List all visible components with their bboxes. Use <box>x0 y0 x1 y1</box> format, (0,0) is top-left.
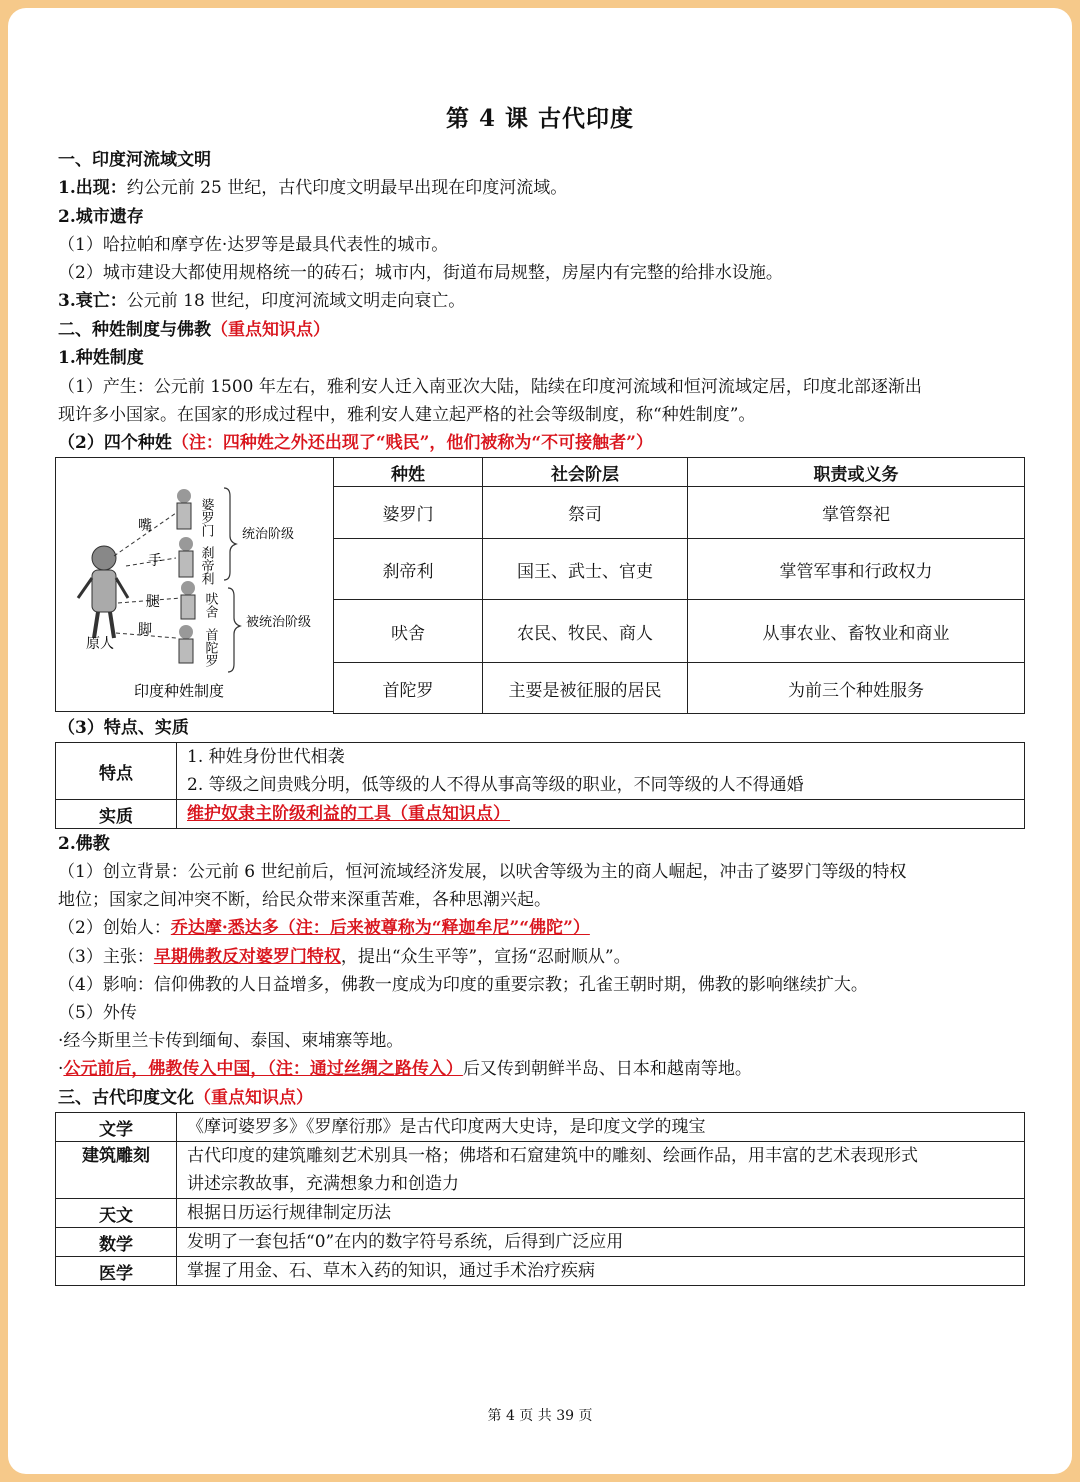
claim-rest-text: ，提出“众生平等”，宣扬“忍耐顺从”。 <box>340 947 631 967</box>
section-3-heading <box>58 1086 313 1110</box>
culture-text-line-2: 讲述宗教故事，充满想象力和创造力 <box>187 1174 459 1194</box>
table-row <box>56 1199 1025 1228</box>
header-duty: 职责或义务 <box>688 458 1025 487</box>
culture-text-multi <box>177 1142 1025 1199</box>
s1-remains-2: （2）城市建设大都使用规格统一的砖石；城市内，街道布局规整，房屋内有完整的给排水设施。 <box>58 263 783 283</box>
caste-origin-line-1: （1）产生：公元前 1500 年左右，雅利安人迁入南亚次大陆，陆续在印度河流域和恒河流域定居，印度北部逐渐出 <box>58 377 922 397</box>
caste-label-vaishya: 吠舍 <box>202 592 218 618</box>
claim-label: （3）主张： <box>58 947 154 967</box>
features-heading: （3）特点、实质 <box>58 718 189 738</box>
caste-name: 首陀罗 <box>334 663 483 714</box>
part-label-hand: 手 <box>148 553 162 569</box>
buddhism-spread-2 <box>58 1057 752 1081</box>
s1-remains-1: （1）哈拉帕和摩亨佐·达罗等是最具代表性的城市。 <box>58 235 449 255</box>
section-3-heading-text: 三、古代印度文化 <box>58 1088 194 1108</box>
table-row <box>55 600 1025 663</box>
s1-origin-label: 1.出现： <box>58 178 127 198</box>
s1-origin-paragraph <box>58 176 567 200</box>
culture-text-line-1: 古代印度的建筑雕刻艺术别具一格；佛塔和石窟建筑中的雕刻、绘画作品，用丰富的艺术表现形式 <box>187 1146 918 1166</box>
figure-caption: 印度种姓制度 <box>134 682 225 700</box>
four-castes-heading <box>58 431 653 455</box>
culture-text: 发明了一套包括“0”在内的数字符号系统，后得到广泛应用 <box>177 1228 1025 1257</box>
essence-text: 维护奴隶主阶级利益的工具（重点知识点） <box>187 804 510 824</box>
caste-table <box>55 457 1025 714</box>
culture-text: 根据日历运行规律制定历法 <box>177 1199 1025 1228</box>
table-row <box>56 743 1025 800</box>
caste-duty: 为前三个种姓服务 <box>688 663 1025 714</box>
caste-class: 国王、武士、官吏 <box>483 539 688 600</box>
s1-decline-text: 公元前 18 世纪，印度河流域文明走向衰亡。 <box>126 291 466 311</box>
table-row <box>55 539 1025 600</box>
buddhism-background-2: 地位；国家之间冲突不断，给民众带来深重苦难，各种思潮兴起。 <box>58 890 551 910</box>
ruling-class-label: 统治阶级 <box>242 527 295 542</box>
figure-spacer <box>55 487 334 539</box>
buddhism-spread-heading: （5）外传 <box>58 1003 137 1023</box>
essence-content <box>177 800 1025 829</box>
caste-class: 农民、牧民、商人 <box>483 600 688 663</box>
feature-item-1: 1. 种姓身份世代相袭 <box>187 747 345 767</box>
header-class: 社会阶层 <box>483 458 688 487</box>
caste-class: 主要是被征服的居民 <box>483 663 688 714</box>
caste-class: 祭司 <box>483 487 688 539</box>
culture-label: 医学 <box>56 1257 177 1286</box>
caste-duty: 从事农业、畜牧业和商业 <box>688 600 1025 663</box>
culture-label: 数学 <box>56 1228 177 1257</box>
figure-spacer <box>55 458 334 487</box>
founder-label: （2）创始人： <box>58 918 171 938</box>
buddhism-claim <box>58 945 631 969</box>
culture-label: 天文 <box>56 1199 177 1228</box>
figure-spacer <box>55 663 334 714</box>
buddhism-founder <box>58 916 590 940</box>
feature-content <box>177 743 1025 800</box>
caste-name: 吠舍 <box>334 600 483 663</box>
culture-table <box>55 1112 1025 1286</box>
section-2-key-tag: （重点知识点） <box>211 320 330 340</box>
table-row <box>56 1228 1025 1257</box>
caste-duty: 掌管祭祀 <box>688 487 1025 539</box>
four-castes-label: （2）四个种姓 <box>58 433 172 453</box>
caste-table-header <box>55 458 1025 487</box>
table-row <box>56 1257 1025 1286</box>
four-castes-note: （注：四种姓之外还出现了“贱民”，他们被称为“不可接触者”） <box>171 433 653 453</box>
part-label-leg: 腿 <box>146 594 160 610</box>
s1-remains-heading: 2.城市遗存 <box>58 207 144 227</box>
caste-name: 婆罗门 <box>334 487 483 539</box>
caste-duty: 掌管军事和行政权力 <box>688 539 1025 600</box>
claim-red-text: 早期佛教反对婆罗门特权 <box>153 947 341 967</box>
feature-item-2: 2. 等级之间贵贱分明，低等级的人不得从事高等级的职业，不同等级的人不得通婚 <box>187 775 804 795</box>
essence-label: 实质 <box>56 800 177 829</box>
origin-man-label: 原人 <box>86 636 114 652</box>
spread-2-dot: · <box>58 1059 64 1079</box>
founder-text: 乔达摩·悉达多（注：后来被尊称为“释迦牟尼”“佛陀”） <box>170 918 590 938</box>
culture-text: 《摩诃婆罗多》《罗摩衍那》是古代印度两大史诗，是印度文学的瑰宝 <box>177 1113 1025 1142</box>
caste-origin-line-2: 现许多小国家。在国家的形成过程中，雅利安人建立起严格的社会等级制度，称“种姓制度”。 <box>58 405 756 425</box>
section-2-heading <box>58 318 330 342</box>
caste-label-kshatriya: 刹帝利 <box>198 546 214 585</box>
s1-decline-paragraph <box>58 289 465 313</box>
part-label-foot: 脚 <box>138 622 152 638</box>
caste-name: 刹帝利 <box>334 539 483 600</box>
table-row <box>56 1142 1025 1199</box>
table-row <box>56 1113 1025 1142</box>
caste-label-shudra: 首陀罗 <box>202 628 218 667</box>
ruled-class-label: 被统治阶级 <box>246 615 312 630</box>
feature-label: 特点 <box>56 743 177 800</box>
header-caste: 种姓 <box>334 458 483 487</box>
culture-label: 建筑雕刻 <box>56 1142 177 1199</box>
page-title: 第 4 课 古代印度 <box>445 105 635 132</box>
section-2-heading-text: 二、种姓制度与佛教 <box>58 320 211 340</box>
culture-text: 掌握了用金、石、草木入药的知识，通过手术治疗疾病 <box>177 1257 1025 1286</box>
buddhism-heading: 2.佛教 <box>58 834 110 854</box>
table-row <box>55 663 1025 714</box>
buddhism-spread-1: ·经今斯里兰卡传到缅甸、泰国、柬埔寨等地。 <box>58 1031 404 1051</box>
part-label-mouth: 嘴 <box>138 518 152 534</box>
section-1-heading: 一、印度河流域文明 <box>58 150 211 170</box>
table-row <box>55 487 1025 539</box>
figure-spacer <box>55 600 334 663</box>
s1-origin-text: 约公元前 25 世纪，古代印度文明最早出现在印度河流域。 <box>126 178 568 198</box>
table-row <box>56 800 1025 829</box>
spread-2-rest: 后又传到朝鲜半岛、日本和越南等地。 <box>462 1059 752 1079</box>
section-3-key-tag: （重点知识点） <box>194 1088 313 1108</box>
s1-decline-label: 3.衰亡： <box>58 291 127 311</box>
features-table <box>55 742 1025 829</box>
page-footer: 第 4 页 共 39 页 <box>487 1408 593 1424</box>
buddhism-background-1: （1）创立背景：公元前 6 世纪前后，恒河流域经济发展，以吠舍等级为主的商人崛起，冲击了婆罗门等级的特权 <box>58 862 907 882</box>
buddhism-impact: （4）影响：信仰佛教的人日益增多，佛教一度成为印度的重要宗教；孔雀王朝时期，佛教的影响继续扩大。 <box>58 975 868 995</box>
caste-system-heading: 1.种姓制度 <box>58 348 144 368</box>
figure-spacer <box>55 539 334 600</box>
culture-label: 文学 <box>56 1113 177 1142</box>
caste-label-brahmin: 婆罗门 <box>198 498 214 537</box>
spread-2-red: 公元前后，佛教传入中国，（注：通过丝绸之路传入） <box>63 1059 463 1079</box>
